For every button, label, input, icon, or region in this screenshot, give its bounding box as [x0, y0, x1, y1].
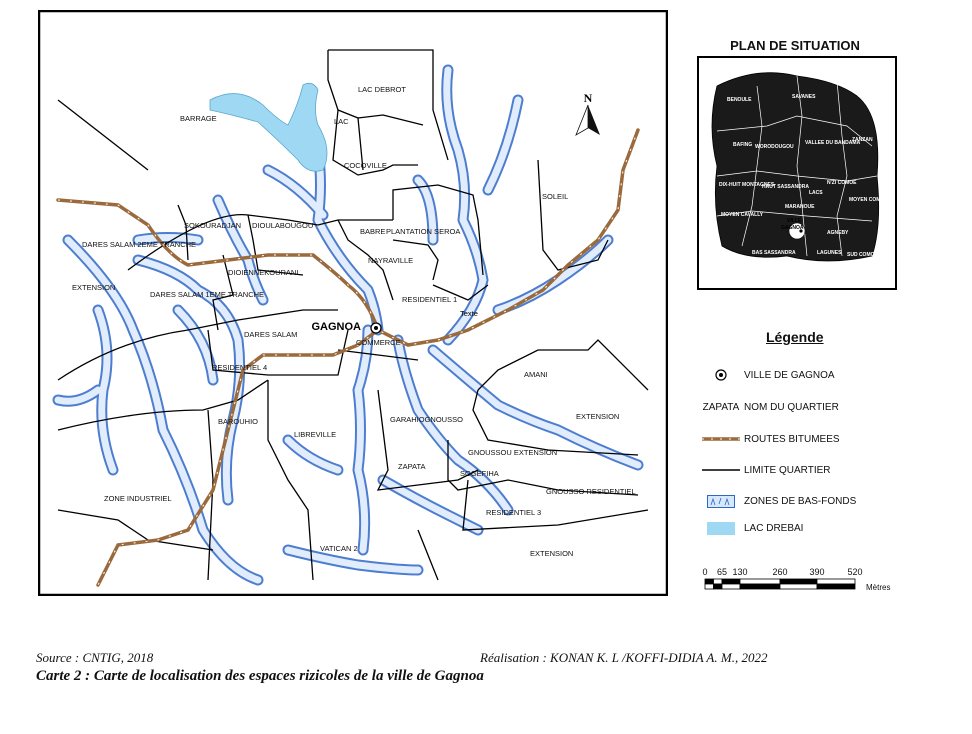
- locator-map: [697, 56, 897, 290]
- quarter-label: DIOIENNEKOURANI: [228, 268, 299, 277]
- quarter-label: LIBREVILLE: [294, 430, 337, 439]
- region-label: MARAHOUE: [785, 204, 815, 210]
- legend-label: LIMITE QUARTIER: [744, 464, 831, 476]
- quarter-label: EXTENSION: [530, 549, 574, 558]
- city-label: GAGNOA: [311, 321, 361, 333]
- legend-item-limit: [700, 460, 831, 480]
- scale-tick: 520: [847, 567, 863, 577]
- quarter-label: DARES SALAM 2EME TRANCHE: [82, 240, 197, 249]
- gagnoa-label: GAGNOA: [781, 225, 804, 231]
- region-label: DIX-HUIT MONTAGNES: [719, 182, 775, 188]
- quarter-label: GARAHIOGNOUSSO: [390, 415, 463, 424]
- legend-title: Légende: [766, 329, 824, 345]
- road-symbol-icon: [700, 432, 742, 446]
- legend-symbol-text: ZAPATA: [702, 401, 740, 413]
- quarter-label: GNOUSSOU EXTENSION: [468, 448, 558, 457]
- region-label: AGNEBY: [827, 230, 849, 236]
- legend-item-road: [700, 429, 840, 449]
- locator-title: PLAN DE SITUATION: [730, 38, 860, 53]
- quarter-label: DIOULABOUGOU: [252, 221, 314, 230]
- legend-label: ZONES DE BAS-FONDS: [744, 495, 857, 507]
- quarter-label: COMMERCE: [356, 338, 401, 347]
- region-label: LAGUNES: [817, 250, 842, 256]
- source-text: Source : CNTIG, 2018: [36, 650, 154, 665]
- region-label: SAVANES: [792, 94, 816, 100]
- quarter-label: EXTENSION: [576, 412, 620, 421]
- legend-item-lowland: [700, 491, 856, 511]
- quarter-label: AMANI: [524, 370, 548, 379]
- ville-label: VILLE: [787, 218, 802, 224]
- texte-label: Texte: [460, 309, 478, 318]
- legend-label: LAC DREBAI: [744, 522, 804, 534]
- region-label: MOYEN COMOE: [849, 197, 888, 203]
- scale-tick: 65: [716, 567, 728, 577]
- scale-tick: 390: [809, 567, 825, 577]
- quarter-label: RESIDENTIEL 1: [402, 295, 458, 304]
- scale-tick: 260: [772, 567, 788, 577]
- quarter-label: DARES SALAM 1EME TRANCHE: [150, 290, 265, 299]
- north-label: N: [583, 91, 593, 105]
- region-label: BAS SASSANDRA: [752, 250, 796, 256]
- lowland-symbol-icon: [700, 494, 742, 508]
- quarter-label: SOLEIL: [542, 192, 569, 201]
- quarter-label: BARRAGE: [180, 114, 217, 123]
- region-label: BENOULE: [727, 97, 752, 103]
- map-caption: Carte 2 : Carte de localisation des espaces rizicoles de la ville de Gagnoa: [36, 668, 484, 684]
- region-label: VALLEE DU BANDAMA: [805, 140, 861, 146]
- legend-label: VILLE DE GAGNOA: [744, 369, 835, 381]
- scale-bar: [700, 566, 900, 598]
- quarter-label: ZAPATA: [398, 462, 426, 471]
- city-symbol-icon: [700, 368, 742, 382]
- quarter-label: LAC DEBROT: [358, 85, 406, 94]
- region-label: MOYEN CAVALLY: [721, 212, 764, 218]
- lake-symbol-icon: [700, 521, 742, 535]
- legend-item-quarter: [700, 397, 839, 417]
- region-label: ZANZAN: [852, 137, 873, 143]
- quarter-label: ZONE INDUSTRIEL: [104, 494, 172, 503]
- legend-label: NOM DU QUARTIER: [744, 401, 839, 413]
- city-point: [371, 323, 381, 333]
- scale-unit: Mètres: [866, 583, 891, 592]
- scale-tick: 130: [732, 567, 748, 577]
- region-label: LACS: [809, 190, 823, 196]
- quarter-label: EXTENSION: [72, 283, 116, 292]
- author-text: Réalisation : KONAN K. L /KOFFI-DIDIA A. M., 2022: [480, 650, 768, 665]
- scale-tick: 0: [702, 567, 708, 577]
- limit-symbol-icon: [700, 463, 742, 477]
- quarter-label: COCOVILLE: [344, 161, 387, 170]
- legend-label: ROUTES BITUMEES: [744, 433, 840, 445]
- city-map: [38, 10, 668, 596]
- quarter-label: LAC: [334, 117, 349, 126]
- legend-item-lake: [700, 518, 803, 538]
- legend-item-city: [700, 365, 835, 385]
- quarter-label: GNOUSSO RESIDENTIEL: [546, 487, 636, 496]
- quarter-label: RESIDENTIEL 4: [212, 363, 268, 372]
- quarter-label: PLANTATION SEROA: [386, 227, 461, 236]
- region-label: BAFING: [733, 142, 753, 148]
- quarter-label: BAROUHIO: [218, 417, 259, 426]
- region-label: HAUT SASSANDRA: [762, 184, 809, 190]
- region-label: WORODOUGOU: [755, 144, 794, 150]
- region-label: SUD COMOE: [847, 252, 878, 258]
- quarter-label: SOGEFIHA: [460, 469, 499, 478]
- quarter-label: SOKOURADJAN: [184, 221, 242, 230]
- quarter-label: VATICAN 2: [320, 544, 358, 553]
- quarter-label: BABRE: [360, 227, 386, 236]
- quarter-label: DARES SALAM: [244, 330, 298, 339]
- quarter-label: RESIDENTIEL 3: [486, 508, 542, 517]
- region-label: N'ZI COMOE: [827, 180, 857, 186]
- quarter-label: NAYRAVILLE: [368, 256, 414, 265]
